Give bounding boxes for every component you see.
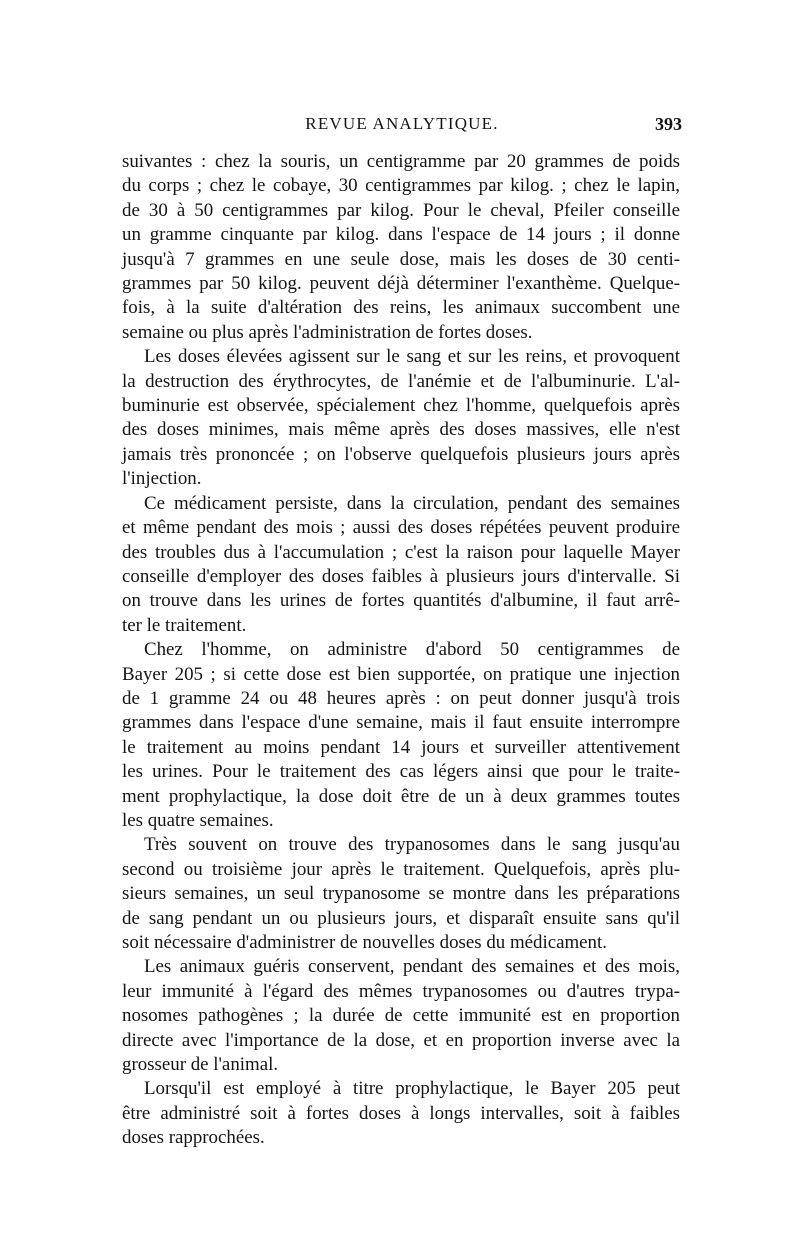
paragraph [122,955,680,1077]
text-line: grammes dans l'espace d'une semaine, mais il faut ensuite interrompre [122,712,680,734]
text-line: Bayer 205 ; si cette dose est bien supportée, on pratique une injection [122,663,680,685]
text-line: second ou troisième jour après le traitement. Quelquefois, après plu- [122,858,680,880]
text-line: fois, à la suite d'altération des reins, les animaux succombent une [122,297,680,319]
text-line: du corps ; chez le cobaye, 30 centigrammes par kilog. ; chez le lapin, [122,175,680,197]
text-line: être administré soit à fortes doses à longs intervalles, soit à faibles [122,1102,680,1124]
page-header [122,114,682,140]
text-line: suivantes : chez la souris, un centigramme par 20 grammes de poids [122,151,680,172]
body-text [122,150,680,1151]
page-number: 393 [655,114,682,134]
text-line: les quatre semaines. [122,809,274,831]
text-line: un gramme cinquante par kilog. dans l'espace de 14 jours ; il donne [122,224,680,246]
text-line: nosomes pathogènes ; la durée de cette immunité est en proportion [122,1005,680,1027]
paragraph [122,150,680,345]
text-line: buminurie est observée, spécialement chez l'homme, quelquefois après [122,395,680,417]
running-title: REVUE ANALYTIQUE. [305,114,499,133]
text-line: Très souvent on trouve des trypanosomes dans le sang jusqu'au [144,834,680,856]
text-line: doses rapprochées. [122,1127,265,1149]
text-line: des doses minimes, mais même après des doses massives, elle n'est [122,419,680,441]
text-line: de 1 gramme 24 ou 48 heures après : on peut donner jusqu'à trois [122,687,680,709]
text-line: de sang pendant un ou plusieurs jours, et disparaît ensuite sans qu'il [122,907,680,929]
text-line: Chez l'homme, on administre d'abord 50 centigrammes de [144,639,680,661]
paragraph [122,492,680,638]
text-line: semaine ou plus après l'administration de fortes doses. [122,321,533,343]
paragraph [122,345,680,491]
text-line: des troubles dus à l'accumulation ; c'est la raison pour laquelle Mayer [122,541,680,563]
text-line: et même pendant des mois ; aussi des doses répétées peuvent produire [122,517,680,539]
text-line: Les animaux guéris conservent, pendant des semaines et des mois, [144,956,680,978]
text-line: Les doses élevées agissent sur le sang et sur les reins, et provoquent [144,346,680,368]
text-line: ment prophylactique, la dose doit être de un à deux grammes toutes [122,785,680,807]
paragraph [122,638,680,833]
text-line: soit nécessaire d'administrer de nouvelles doses du médicament. [122,932,607,953]
text-line: la destruction des érythrocytes, de l'anémie et de l'albuminurie. L'al- [122,370,680,392]
text-line: Lorsqu'il est employé à titre prophylactique, le Bayer 205 peut [144,1078,680,1100]
text-line: les urines. Pour le traitement des cas légers ainsi que pour le traite- [122,761,680,783]
paragraph [122,833,680,955]
text-line: sieurs semaines, un seul trypanosome se montre dans les préparations [122,883,680,905]
paragraph [122,1077,680,1150]
text-line: jusqu'à 7 grammes en une seule dose, mais les doses de 30 centi- [122,248,680,270]
text-line: ter le traitement. [122,614,247,636]
text-line: directe avec l'importance de la dose, et en proportion inverse avec la [122,1029,680,1051]
text-line: jamais très prononcée ; on l'observe quelquefois plusieurs jours après [122,443,680,465]
text-line: de 30 à 50 centigrammes par kilog. Pour le cheval, Pfeiler conseille [122,199,680,221]
text-line: l'injection. [122,468,202,490]
text-line: le traitement au moins pendant 14 jours et surveiller attentivement [122,736,680,758]
text-line: grosseur de l'animal. [122,1054,279,1076]
text-line: on trouve dans les urines de fortes quantités d'albumine, il faut arrê- [122,590,680,612]
text-line: Ce médicament persiste, dans la circulation, pendant des semaines [144,492,680,514]
text-line: leur immunité à l'égard des mêmes trypanosomes ou d'autres trypa- [122,980,680,1002]
text-line: grammes par 50 kilog. peuvent déjà déterminer l'exanthème. Quelque- [122,273,680,295]
text-line: conseille d'employer des doses faibles à plusieurs jours d'intervalle. Si [122,565,680,587]
